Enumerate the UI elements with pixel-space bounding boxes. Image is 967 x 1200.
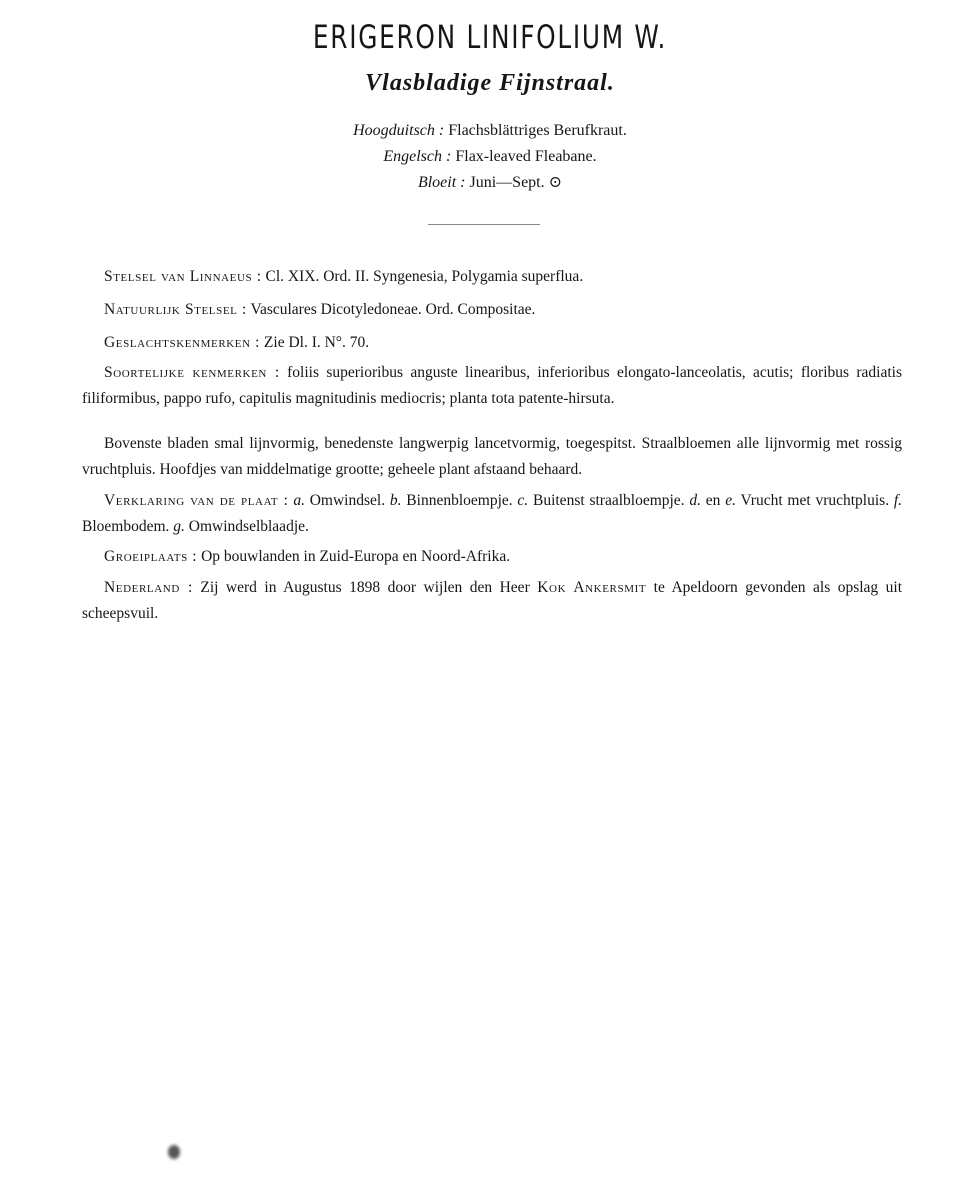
stelsel-linnaeus-label: Stelsel van Linnaeus : bbox=[104, 268, 262, 285]
english-label: Engelsch : bbox=[383, 148, 452, 165]
common-names bbox=[0, 118, 967, 196]
page-title: ERIGERON LINIFOLIUM W. bbox=[312, 18, 668, 56]
groeiplaats bbox=[82, 544, 902, 570]
plate-letter: c. bbox=[517, 492, 529, 509]
plate-letter: f. bbox=[893, 492, 903, 509]
plate-item: Bloembodem. bbox=[82, 518, 170, 535]
ink-spot bbox=[168, 1145, 180, 1159]
english-name: Flax-leaved Fleabane. bbox=[455, 148, 597, 165]
bloom-period: Juni—Sept. ⊙ bbox=[469, 174, 563, 191]
plate-letter: a. bbox=[293, 492, 305, 509]
nederland bbox=[82, 575, 902, 627]
plate-explanation-label: Verklaring van de plaat : bbox=[104, 492, 289, 509]
plate-item: Vrucht met vruchtpluis. bbox=[740, 492, 890, 509]
plate-item: Binnenbloempje. bbox=[406, 492, 513, 509]
natuurlijk-stelsel-text: Vasculares Dicotyledoneae. Ord. Compositae. bbox=[250, 301, 536, 318]
divider-rule bbox=[428, 224, 540, 225]
bloom-label: Bloeit : bbox=[417, 174, 466, 191]
stelsel-linnaeus-text: Cl. XIX. Ord. II. Syngenesia, Polygamia superflua. bbox=[265, 268, 584, 285]
groeiplaats-text: Op bouwlanden in Zuid-Europa en Noord-Afrika. bbox=[201, 548, 511, 565]
plate-item: en bbox=[705, 492, 721, 509]
plate-letter: e. bbox=[725, 492, 736, 509]
german-name: Flachsblättriges Berufkraut. bbox=[448, 122, 627, 139]
german-label: Hoogduitsch : bbox=[353, 122, 445, 139]
name-line-english bbox=[0, 144, 967, 170]
soortelijke-label: Soortelijke kenmerken : bbox=[104, 364, 280, 381]
description-paragraph: Bovenste bladen smal lijnvormig, benedenste langwerpig lancetvormig, toegespitst. Straalbloemen alle lijnvormig met rossig vruchtpluis. Hoofdjes van middelmatige grootte; geheele plant afstaand behaard. bbox=[82, 435, 902, 478]
plate-item: Omwindsel. bbox=[309, 492, 386, 509]
nederland-label: Nederland : bbox=[104, 579, 193, 596]
geslachtskenmerken-text: Zie Dl. I. N°. 70. bbox=[263, 334, 370, 351]
nederland-text-after: te Apeldoorn gevonden als opslag uit scheepsvuil. bbox=[82, 579, 903, 622]
natuurlijk-stelsel-label: Natuurlijk Stelsel : bbox=[104, 301, 247, 318]
plate-letter: b. bbox=[389, 492, 402, 509]
plate-item: Omwindselblaadje. bbox=[188, 518, 309, 535]
natuurlijk-stelsel bbox=[82, 297, 902, 323]
geslachtskenmerken bbox=[82, 330, 902, 356]
plate-letter: g. bbox=[173, 518, 185, 535]
name-line-bloom bbox=[0, 170, 967, 196]
geslachtskenmerken-label: Geslachtskenmerken : bbox=[104, 334, 261, 351]
plate-explanation bbox=[82, 488, 902, 540]
groeiplaats-label: Groeiplaats : bbox=[104, 548, 198, 565]
name-line-german bbox=[0, 118, 967, 144]
stelsel-linnaeus bbox=[82, 264, 902, 290]
person-name: Kok Ankersmit bbox=[537, 579, 647, 596]
nederland-text-before: Zij werd in Augustus 1898 door wijlen den Heer bbox=[200, 579, 530, 596]
plate-letter: d. bbox=[689, 492, 701, 509]
soortelijke-kenmerken bbox=[82, 360, 902, 412]
soortelijke-text: foliis superioribus anguste linearibus, inferioribus elongato-lanceolatis, acutis; floribus radiatis filiformibus, pappo rufo, capitulis magnitudinis mediocris; planta tota patente-hirsuta. bbox=[82, 364, 903, 407]
dutch-name-subtitle: Vlasbladige Fijnstraal. bbox=[365, 70, 615, 96]
plate-item: Buitenst straalbloempje. bbox=[532, 492, 685, 509]
